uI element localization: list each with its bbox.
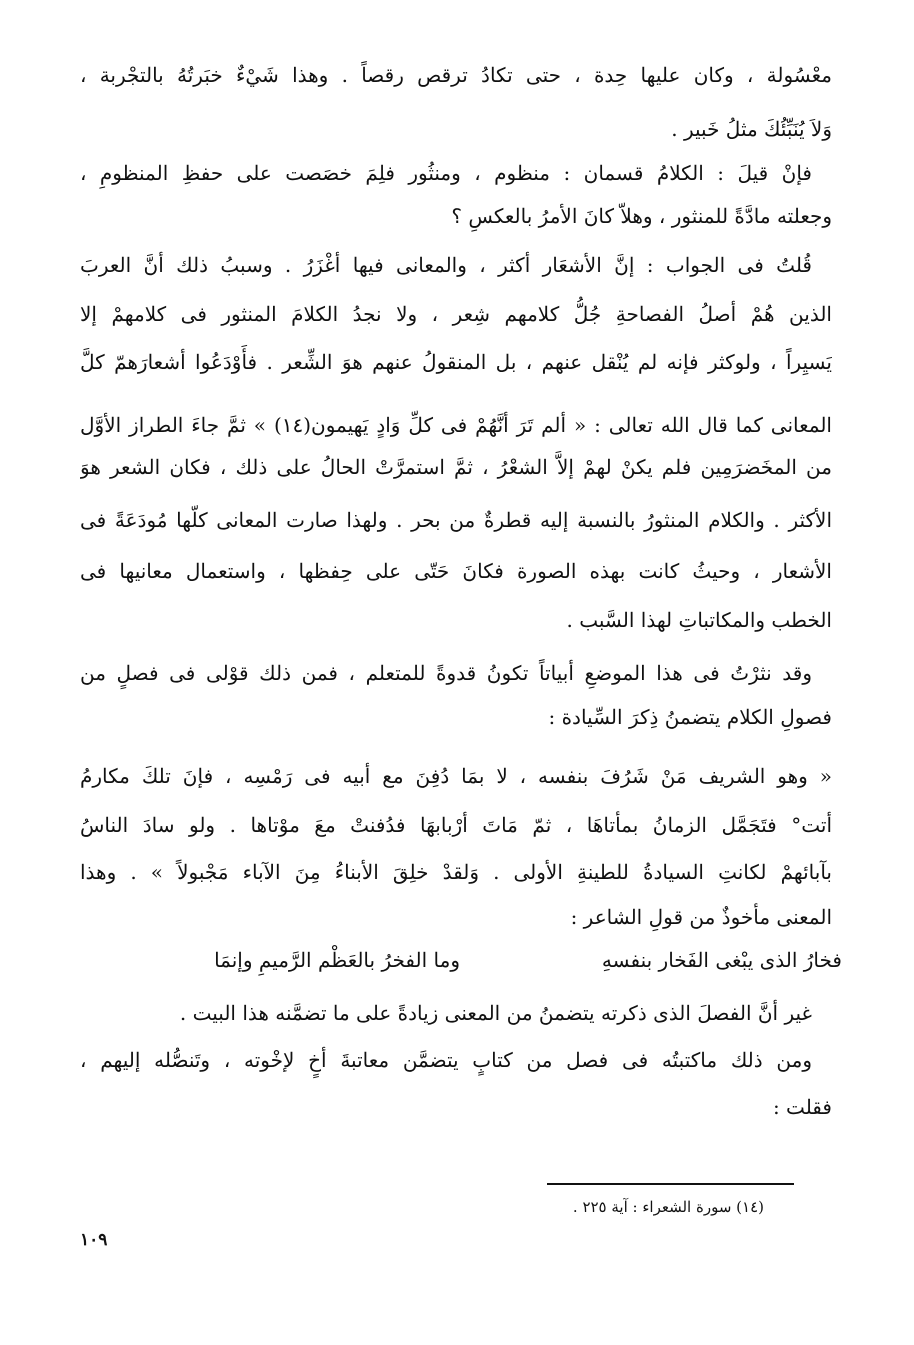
text-line: ومن ذلك ماكتبتُه فى فصل من كتابٍ يتضمَّن معاتبةَ أخٍ لإخْوته ، وتَنصُّله إليهم ، — [80, 1048, 812, 1072]
text-line: المعنى مأخوذٌ من قولِ الشاعر : — [570, 905, 832, 929]
text-line: بآبائهمْ لكانتِ السيادةُ للطينةِ الأولى . وَلقدْ خلِقَ الأبناءُ مِنَ الآباء مَجْبولاً » . وهذا — [80, 860, 832, 884]
text-line: غير أنَّ الفصلَ الذى ذكرته يتضمنُ من المعنى زيادةً على ما تضمَّنه هذا البيت . — [179, 1001, 812, 1025]
text-line: وجعلته مادَّةً للمنثور ، وهلاّ كانَ الأمرُ بالعكسِ ؟ — [451, 204, 832, 228]
text-line: من المخَضرَمِين فلم يكنْ لهمْ إلاَّ الشعْرُ ، ثمَّ استمرَّتْ الحالُ على ذلك ، فكان الشعر هوَ — [80, 455, 832, 479]
verse-first-hemistich: فخارُ الذى يبْغى الفَخار بنفسهِ — [601, 948, 842, 972]
text-line: الخطب والمكاتباتِ لهذا السَّبب . — [566, 608, 832, 632]
footnote-divider — [547, 1183, 794, 1185]
text-line: الأكثر . والكلام المنثورُ بالنسبة إليه قطرةٌ من بحر . ولهذا صارت المعانى كلّها مُودَعَةً فى — [80, 508, 832, 532]
text-line: قُلتُ فى الجواب : إنَّ الأشعَار أكثر ، والمعانى فيها أغْزَرُ . وسببُ ذلك أنَّ العربَ — [80, 253, 812, 277]
footnote: (١٤) سورة الشعراء : آية ٢٢٥ . — [572, 1198, 764, 1216]
page-number: ١٠٩ — [80, 1230, 108, 1250]
text-line: فصولِ الكلام يتضمنُ ذِكرَ السِّيادة : — [548, 705, 832, 729]
text-line: الذين هُمْ أصلُ الفصاحةِ جُلُّ كلامهم شِعر ، ولا نجدُ الكلامَ المنثور فى كلامهمْ إلا — [80, 302, 832, 326]
text-line: المعانى كما قال الله تعالى : « ألم تَرَ أنَّهُمْ فى كلِّ وَادٍ يَهيمون(١٤) » ثمَّ جاءَ الطراز الأوَّل — [80, 413, 832, 437]
text-line: يَسيِراً ، ولوكثر فإنه لم يُنْقل عنهم ، بل المنقولُ عنهم هوَ الشِّعر . فأَوْدَعُوا أشعارَهمّ كلَّ — [80, 350, 832, 374]
text-line: « وهو الشريف مَنْ شَرُفَ بنفسه ، لا بمَا دُفِنَ مع أبيه فى رَمْسِه ، فإنَ تلكَ مكارمُ — [80, 764, 832, 788]
text-line: فقلت : — [772, 1095, 832, 1119]
verse-second-hemistich: وما الفخرُ بالعَظْم الرَّميمِ وإنمَا — [214, 948, 460, 972]
text-line: الأشعار ، وحيثُ كانت بهذه الصورة فكانَ حَتّى على حِفظها ، واستعمال معانيها فى — [80, 559, 832, 583]
text-line: وَلاَ يُنَبِّئُكَ مثلُ خَبير . — [671, 117, 832, 141]
text-line: فإنْ قيلَ : الكلامُ قسمان : منظوم ، ومنثُور فلِمَ خصَصت على حفظِ المنظومِ ، — [80, 161, 812, 185]
text-line: وقد نثرْتُ فى هذا الموضعِ أبياتاً تكونُ قدوةً للمتعلم ، فمن ذلك قوْلى فى فصلٍ من — [80, 661, 812, 685]
text-line: أتت° فتَجَمَّل الزمانُ بمأتاهَا ، ثمّ مَاتَ أرْبابهَا فدُفنتْ معَ موْتاها . ولو سادَ الناسُ — [80, 813, 832, 837]
text-line: معْسُولة ، وكان عليها حِدة ، حتى تكادُ ترقص رقصاً . وهذا شَيْءٌ خبَرتُهُ بالتجْربة ، — [80, 63, 832, 87]
